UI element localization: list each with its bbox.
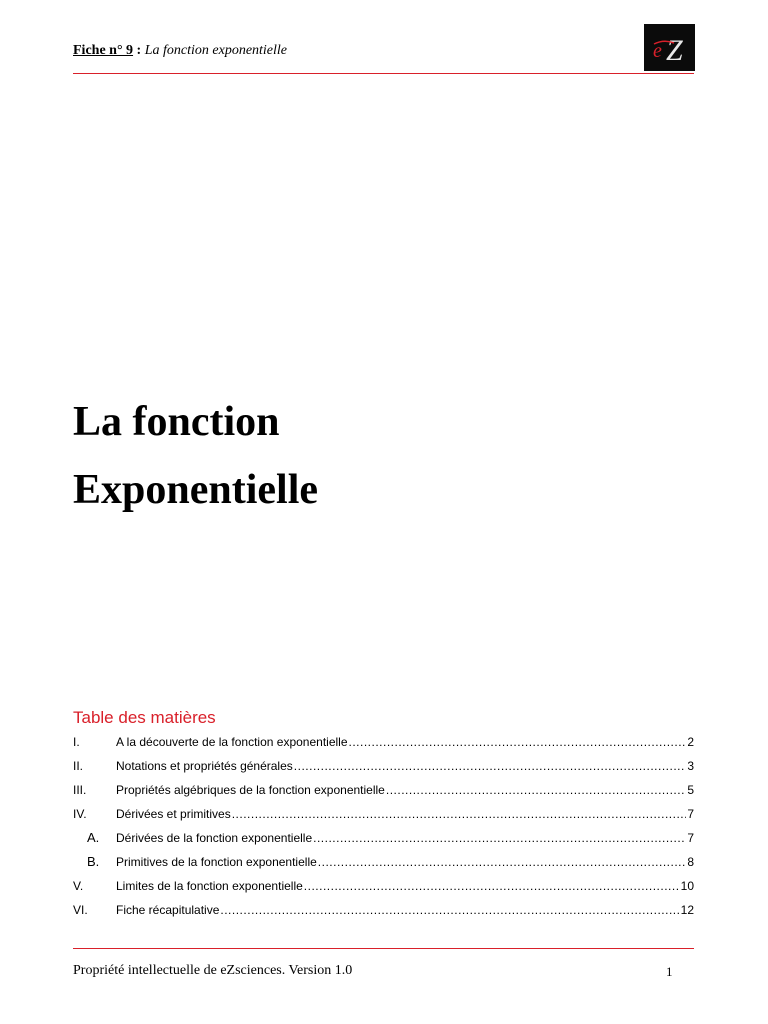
toc-entry-page: 2 bbox=[687, 735, 694, 749]
toc-leader-dots bbox=[349, 730, 687, 754]
toc-entry-number: III. bbox=[73, 783, 87, 797]
ezsciences-logo bbox=[644, 24, 695, 71]
toc-entry-number: A. bbox=[87, 830, 100, 845]
toc-entry-number: I. bbox=[73, 735, 80, 749]
toc-entry[interactable] bbox=[73, 874, 694, 898]
page-header bbox=[73, 42, 287, 60]
toc-entry-page: 10 bbox=[680, 879, 694, 893]
table-of-contents bbox=[73, 730, 694, 922]
toc-entry-title: Dérivées de la fonction exponentielle bbox=[116, 831, 313, 845]
logo-letter-z: Z bbox=[666, 34, 683, 67]
toc-entry-page: 3 bbox=[687, 759, 694, 773]
toc-entry[interactable] bbox=[73, 802, 694, 826]
toc-entry-number: B. bbox=[87, 854, 100, 869]
toc-entry-title: Primitives de la fonction exponentielle bbox=[116, 855, 317, 869]
toc-entry-number: V. bbox=[73, 879, 84, 893]
toc-entry-number: IV. bbox=[73, 807, 87, 821]
toc-entry[interactable] bbox=[73, 898, 694, 922]
logo-letter-e: e bbox=[653, 40, 662, 62]
toc-entry-page: 8 bbox=[687, 855, 694, 869]
toc-leader-dots bbox=[220, 898, 679, 922]
sheet-number: Fiche n° 9 bbox=[73, 43, 134, 58]
toc-leader-dots bbox=[232, 802, 687, 826]
footer-divider bbox=[73, 948, 694, 949]
toc-entry-title: A la découverte de la fonction exponentielle bbox=[116, 735, 348, 749]
toc-entry-page: 5 bbox=[687, 783, 694, 797]
toc-subentry[interactable] bbox=[73, 826, 694, 850]
toc-entry[interactable] bbox=[73, 730, 694, 754]
toc-leader-dots bbox=[386, 778, 686, 802]
toc-entry[interactable] bbox=[73, 778, 694, 802]
page-number: 1 bbox=[666, 964, 673, 979]
toc-entry-number: II. bbox=[73, 759, 84, 773]
toc-entry-title: Notations et propriétés générales bbox=[116, 759, 293, 773]
toc-leader-dots bbox=[313, 826, 686, 850]
toc-heading: Table des matières bbox=[73, 708, 216, 727]
toc-entry-title: Limites de la fonction exponentielle bbox=[116, 879, 303, 893]
ez-logo-icon bbox=[644, 24, 695, 71]
toc-leader-dots bbox=[294, 754, 687, 778]
header-divider bbox=[73, 73, 694, 74]
toc-leader-dots bbox=[304, 874, 680, 898]
toc-entry[interactable] bbox=[73, 754, 694, 778]
toc-entry-page: 7 bbox=[687, 807, 694, 821]
document-title bbox=[73, 388, 318, 524]
toc-entry-title: Propriétés algébriques de la fonction exponentielle bbox=[116, 783, 385, 797]
header-separator: : bbox=[133, 43, 145, 58]
toc-entry-title: Fiche récapitulative bbox=[116, 903, 220, 917]
toc-subentry[interactable] bbox=[73, 850, 694, 874]
title-line-1: La fonction bbox=[73, 399, 280, 445]
toc-leader-dots bbox=[318, 850, 687, 874]
title-line-2: Exponentielle bbox=[73, 467, 319, 513]
sheet-subject: La fonction exponentielle bbox=[144, 43, 288, 58]
toc-entry-page: 12 bbox=[680, 903, 694, 917]
toc-entry-title: Dérivées et primitives bbox=[116, 807, 231, 821]
footer-copyright: Propriété intellectuelle de eZsciences. Version 1.0 bbox=[73, 963, 353, 978]
toc-entry-page: 7 bbox=[687, 831, 694, 845]
toc-entry-number: VI. bbox=[73, 903, 88, 917]
